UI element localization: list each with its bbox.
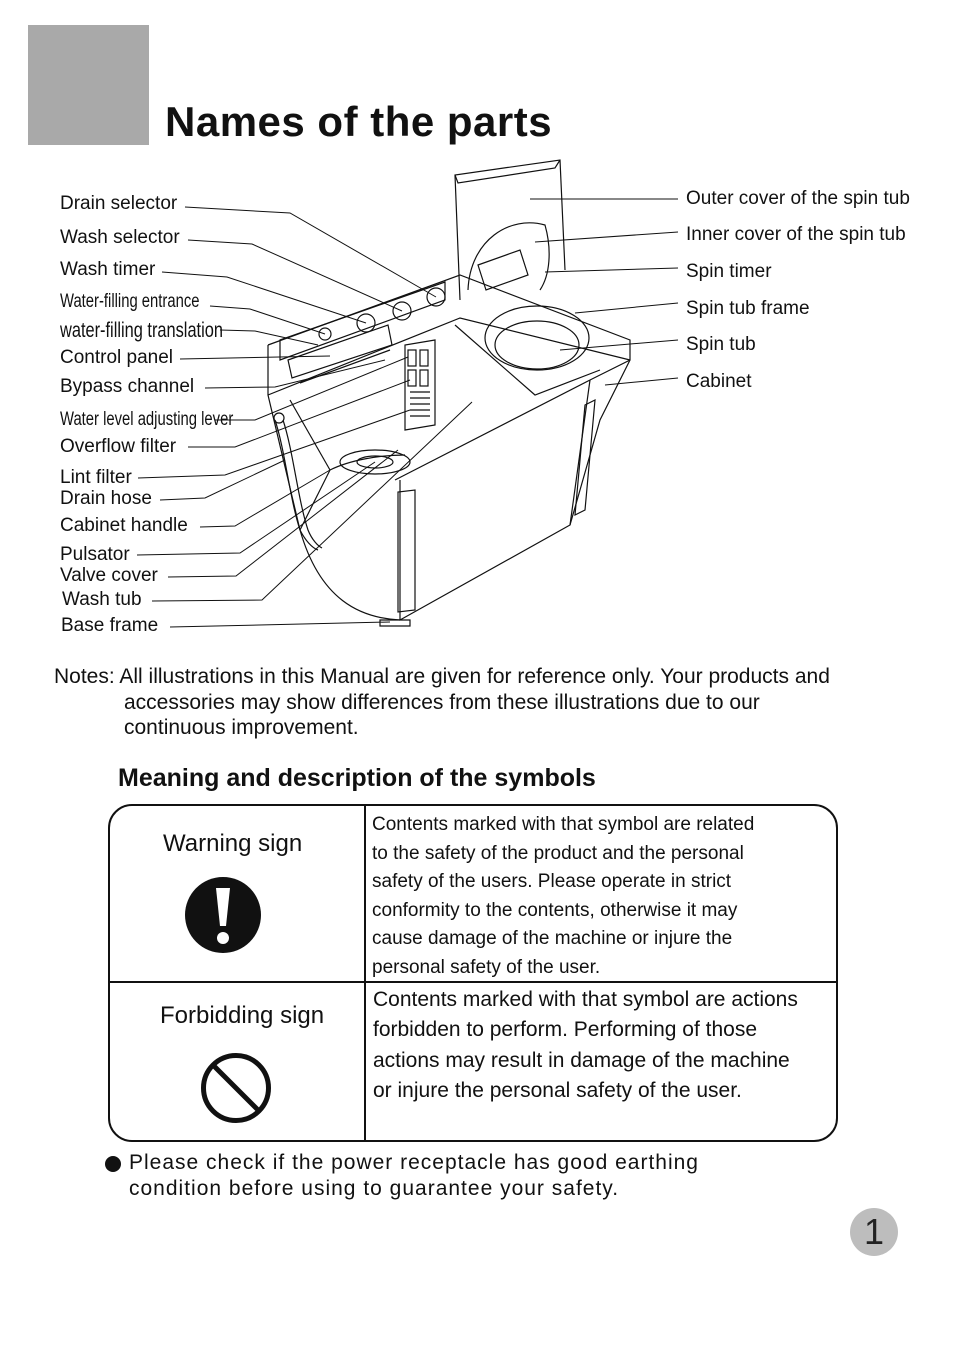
label-water-filling-translation: water-filling translation [60, 319, 223, 342]
prohibition-icon [200, 1052, 272, 1124]
warning-sign-label: Warning sign [163, 830, 303, 857]
warning-description: Contents marked with that symbol are related to the safety of the product and the personal safety of the users. Please operate in strict conformity to the contents, otherwise it may cause damage of the machine or injure the personal safety of the user. [372, 814, 755, 978]
notes-line-2: accessories may show differences from these illustrations due to our [124, 690, 760, 714]
earthing-note-text: Please check if the power receptacle has good earthing condition before using to guarantee your safety. [129, 1151, 699, 1200]
label-spin-timer: Spin timer [686, 261, 772, 282]
label-wash-selector: Wash selector [60, 227, 180, 248]
notes [54, 664, 934, 741]
forbidding-description: Contents marked with that symbol are actions forbidden to perform. Performing of those actions may result in damage of the machine or injure the personal safety of the user. [373, 988, 798, 1102]
label-drain-hose: Drain hose [60, 488, 152, 509]
label-inner-cover-spin-tub: Inner cover of the spin tub [686, 224, 906, 245]
label-valve-cover: Valve cover [60, 565, 158, 586]
label-overflow-filter: Overflow filter [60, 436, 177, 457]
label-cabinet: Cabinet [686, 371, 752, 392]
label-water-filling-entrance: Water-filling entrance [60, 291, 200, 312]
label-base-frame: Base frame [61, 615, 159, 636]
parts-diagram [0, 150, 954, 650]
label-spin-tub: Spin tub [686, 334, 756, 355]
section-marker-block [28, 25, 149, 145]
exclamation-circle-icon [184, 876, 262, 954]
label-outer-cover-spin-tub: Outer cover of the spin tub [686, 188, 910, 209]
label-water-level-adjusting-lever: Water level adjusting lever [60, 409, 234, 430]
label-wash-tub: Wash tub [62, 589, 142, 610]
forbidding-sign-label: Forbidding sign [160, 1002, 325, 1029]
symbols-table [108, 804, 838, 1142]
table-divider-vertical [364, 806, 366, 1140]
label-spin-tub-frame: Spin tub frame [686, 298, 810, 319]
notes-line-3: continuous improvement. [124, 716, 359, 739]
label-drain-selector: Drain selector [60, 193, 178, 214]
label-control-panel: Control panel [60, 347, 174, 368]
label-cabinet-handle: Cabinet handle [60, 515, 188, 536]
notes-line-1: Notes: All illustrations in this Manual are given for reference only. Your products and [54, 665, 830, 688]
label-bypass-channel: Bypass channel [60, 376, 195, 397]
label-wash-timer: Wash timer [60, 259, 156, 280]
page-number: 1 [850, 1208, 898, 1256]
label-lint-filter: Lint filter [60, 467, 132, 488]
symbols-heading: Meaning and description of the symbols [118, 764, 596, 792]
machine-drawing [268, 160, 630, 626]
page-title: Names of the parts [165, 98, 553, 145]
bullet-icon [105, 1156, 121, 1172]
label-pulsator: Pulsator [60, 544, 130, 565]
earthing-note [105, 1150, 699, 1202]
